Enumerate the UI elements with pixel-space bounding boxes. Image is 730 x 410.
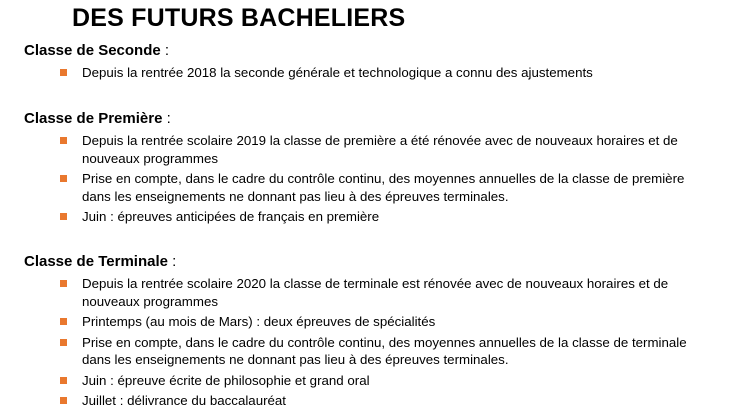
bullet-text: Juillet : délivrance du baccalauréat (82, 393, 287, 408)
section-heading-suffix: : (160, 42, 170, 59)
section-heading (24, 41, 714, 61)
bullet-text: Juin : épreuve écrite de philosophie et grand oral (82, 372, 370, 388)
section-heading (24, 109, 714, 129)
section-heading-suffix: : (167, 253, 177, 270)
section-premiere (24, 109, 714, 226)
bullet-item (24, 334, 714, 369)
square-bullet-icon (60, 137, 67, 144)
square-bullet-icon (60, 318, 67, 325)
bullet-item (24, 275, 714, 310)
bullet-text: Printemps (au mois de Mars) : deux épreuves de spécialités (82, 314, 436, 329)
bullet-item (24, 208, 714, 226)
bullet-item (24, 64, 714, 82)
square-bullet-icon (60, 69, 67, 76)
section-heading (24, 252, 714, 272)
bullet-item (24, 132, 714, 167)
bullet-text: Prise en compte, dans le cadre du contrôle continu, des moyennes annuelles de la classe de terminale dans les enseignements ne donnant pas lieu à des épreuves terminales. (82, 334, 687, 367)
bullet-text: Juin : épreuves anticipées de français en première (82, 209, 380, 224)
bullet-item (24, 372, 714, 390)
square-bullet-icon (60, 213, 67, 220)
square-bullet-icon (60, 377, 67, 384)
section-heading-suffix: : (162, 110, 171, 127)
bullet-item (24, 170, 714, 205)
section-heading-name: Classe de Seconde (24, 42, 161, 59)
bullet-text: Prise en compte, dans le cadre du contrôle continu, des moyennes annuelles de la classe de première dans les enseignements ne donnant pas lieu à des épreuves terminales. (82, 171, 685, 204)
section-heading-name: Classe de Première (24, 110, 163, 127)
square-bullet-icon (60, 339, 67, 346)
bullet-text: Depuis la rentrée scolaire 2019 la classe de première a été rénovée avec de nouveaux horaires et de nouveaux programmes (82, 133, 678, 166)
bullet-item (24, 313, 714, 331)
bullet-list (24, 275, 714, 410)
bullet-item (24, 392, 714, 410)
bullet-text: Depuis la rentrée scolaire 2020 la classe de terminale est rénovée avec de nouveaux horaires et de nouveaux programmes (82, 276, 669, 309)
square-bullet-icon (60, 280, 67, 287)
bullet-text: Depuis la rentrée 2018 la seconde générale et technologique a connu des ajustements (82, 65, 593, 80)
slide-title: DES FUTURS BACHELIERS (72, 4, 406, 32)
bullet-list (24, 64, 714, 82)
section-seconde (24, 41, 714, 82)
square-bullet-icon (60, 175, 67, 182)
bullet-list (24, 132, 714, 226)
section-terminale (24, 252, 714, 410)
section-heading-name: Classe de Terminale (24, 253, 168, 270)
square-bullet-icon (60, 397, 67, 404)
